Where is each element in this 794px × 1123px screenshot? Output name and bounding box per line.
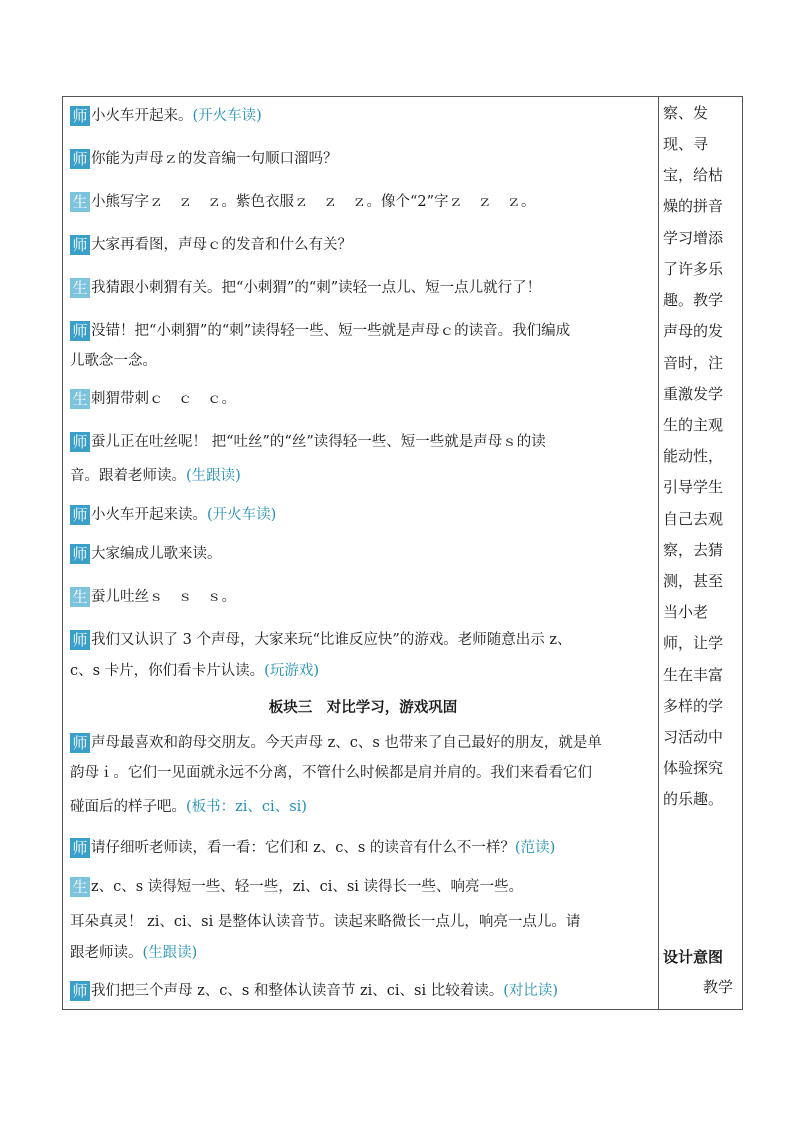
side-note-line: 的乐趣。 xyxy=(663,790,724,808)
line-text: 请仔细听老师读，看一看：它们和 z、c、s 的读音有什么不一样？ xyxy=(91,840,515,856)
side-note-line: 能动性， xyxy=(663,447,724,465)
stage-note: (玩游戏) xyxy=(264,663,319,679)
teacher-line xyxy=(70,321,570,341)
stage-note: (生跟读) xyxy=(142,945,198,961)
line-text: 小火车开起来读。 xyxy=(91,507,207,523)
column-divider xyxy=(658,97,659,1009)
stage-note: (生跟读) xyxy=(186,468,241,484)
teacher-line xyxy=(70,149,338,169)
side-note-line: 察，去猜 xyxy=(663,541,724,559)
teacher-badge: 师 xyxy=(70,505,90,525)
line-text: 大家编成儿歌来读。 xyxy=(91,546,222,562)
teacher-badge: 师 xyxy=(70,733,90,753)
teacher-line xyxy=(70,733,602,753)
line-text: 蚕儿吐丝ｓ ｓ ｓ。 xyxy=(91,589,236,605)
side-note-line: 声母的发 xyxy=(663,322,724,340)
student-badge: 生 xyxy=(70,192,90,212)
side-note-line: 生在丰富 xyxy=(663,666,724,684)
student-line xyxy=(70,587,236,607)
teacher-badge: 师 xyxy=(70,235,90,255)
line-text: 我们把三个声母 z、c、s 和整体认读音节 zi、ci、si 比较着读。 xyxy=(91,983,504,999)
side-note-line: 音时，注 xyxy=(663,354,724,372)
side-note-line: 习活动中 xyxy=(663,728,724,746)
teacher-badge: 师 xyxy=(70,106,90,126)
line-text: 小熊写字ｚ ｚ ｚ。紫色衣服ｚ ｚ ｚ。像个“2”字ｚ ｚ ｚ。 xyxy=(91,194,536,210)
continuation-line xyxy=(70,466,241,486)
side-note-line: 引导学生 xyxy=(663,478,724,496)
teacher-badge: 师 xyxy=(70,630,90,650)
side-note-line: 体验探究 xyxy=(663,759,724,777)
line-text: 你能为声母ｚ的发音编一句顺口溜吗？ xyxy=(91,151,338,167)
side-note-line: 宝，给枯 xyxy=(663,166,724,184)
side-note-line: 师，让学 xyxy=(663,634,724,652)
student-badge: 生 xyxy=(70,877,90,897)
line-text: 没错！把“小刺猬”的“刺”读得轻一些、短一些就是声母ｃ的读音。我们编成 xyxy=(91,323,571,339)
line-text: 音。跟着老师读。 xyxy=(70,468,186,484)
line-text: 我猜跟小刺猬有关。把“小刺猬”的“刺”读轻一点儿、短一点儿就行了！ xyxy=(91,280,542,296)
student-line xyxy=(70,192,536,212)
student-badge: 生 xyxy=(70,389,90,409)
teacher-badge: 师 xyxy=(70,544,90,564)
teacher-line xyxy=(70,235,352,255)
stage-note: (对比读) xyxy=(503,983,559,999)
side-note-line: 趣。教学 xyxy=(663,291,724,309)
teacher-line xyxy=(70,630,572,650)
side-note-line: 重激发学 xyxy=(663,385,724,403)
teacher-line xyxy=(70,505,276,525)
line-text: 韵母ｉ。它们一见面就永远不分离，不管什么时候都是肩并肩的。我们来看看它们 xyxy=(70,765,592,781)
lesson-table xyxy=(62,96,743,1010)
side-note-line: 多样的学 xyxy=(663,697,724,715)
stage-note: (范读) xyxy=(514,840,556,856)
teacher-line xyxy=(70,981,558,1001)
line-text: 声母最喜欢和韵母交朋友。今天声母 z、c、s 也带来了自己最好的朋友，就是单 xyxy=(91,735,602,751)
continuation-line xyxy=(70,351,157,371)
design-intent-title: 设计意图 xyxy=(663,948,724,966)
stage-note: (开火车读) xyxy=(207,507,277,523)
continuation-line xyxy=(70,763,592,783)
teacher-line xyxy=(70,838,555,858)
teacher-line xyxy=(70,544,222,564)
section-heading: 板块三 对比学习，游戏巩固 xyxy=(268,699,458,716)
stage-note: (板书：zi、ci、si) xyxy=(186,799,307,815)
teacher-line xyxy=(70,432,546,452)
design-intent-text: 教学 xyxy=(702,978,733,996)
teacher-badge: 师 xyxy=(70,432,90,452)
teacher-badge: 师 xyxy=(70,838,90,858)
student-badge: 生 xyxy=(70,587,90,607)
student-line xyxy=(70,877,523,897)
side-note-line: 自己去观 xyxy=(663,510,724,528)
side-note-line: 了许多乐 xyxy=(663,260,724,278)
line-text: c、s 卡片，你们看卡片认读。 xyxy=(70,663,265,679)
teacher-badge: 师 xyxy=(70,981,90,1001)
teacher-badge: 师 xyxy=(70,321,90,341)
line-text: 蚕儿正在吐丝呢！ 把“吐丝”的“丝”读得轻一些、短一些就是声母ｓ的读 xyxy=(91,434,546,450)
student-line xyxy=(70,389,236,409)
line-text: 刺猬带刺ｃ ｃ ｃ。 xyxy=(91,391,236,407)
line-text: 大家再看图，声母ｃ的发音和什么有关？ xyxy=(91,237,352,253)
line-text: 我们又认识了 3 个声母，大家来玩“比谁反应快”的游戏。老师随意出示 z、 xyxy=(91,632,572,648)
student-badge: 生 xyxy=(70,278,90,298)
teacher-badge: 师 xyxy=(70,149,90,169)
continuation-line xyxy=(70,661,319,681)
stage-note: (开火车读) xyxy=(192,108,262,124)
line-text: 小火车开起来。 xyxy=(91,108,193,124)
line-text: z、c、s 读得短一些、轻一些，zi、ci、si 读得长一些、响亮一些。 xyxy=(91,879,524,895)
side-note-line: 生的主观 xyxy=(663,416,724,434)
continuation-line xyxy=(70,943,197,963)
line-text: 跟老师读。 xyxy=(70,945,143,961)
continuation-line xyxy=(70,797,307,817)
side-note-line: 学习增添 xyxy=(663,229,724,247)
student-line xyxy=(70,278,541,298)
side-note-line: 测，甚至 xyxy=(663,572,724,590)
side-note-line: 察、发 xyxy=(663,104,709,122)
line-text: 碰面后的样子吧。 xyxy=(70,799,186,815)
line-text: 耳朵真灵！ zi、ci、si 是整体认读音节。读起来略微长一点儿，响亮一点儿。请 xyxy=(70,914,581,930)
side-note-line: 当小老 xyxy=(663,603,709,621)
side-note-line: 燥的拼音 xyxy=(663,197,724,215)
line-text: 儿歌念一念。 xyxy=(70,353,157,369)
side-note-line: 现、寻 xyxy=(663,135,709,153)
continuation-line xyxy=(70,912,580,932)
teacher-line xyxy=(70,106,262,126)
